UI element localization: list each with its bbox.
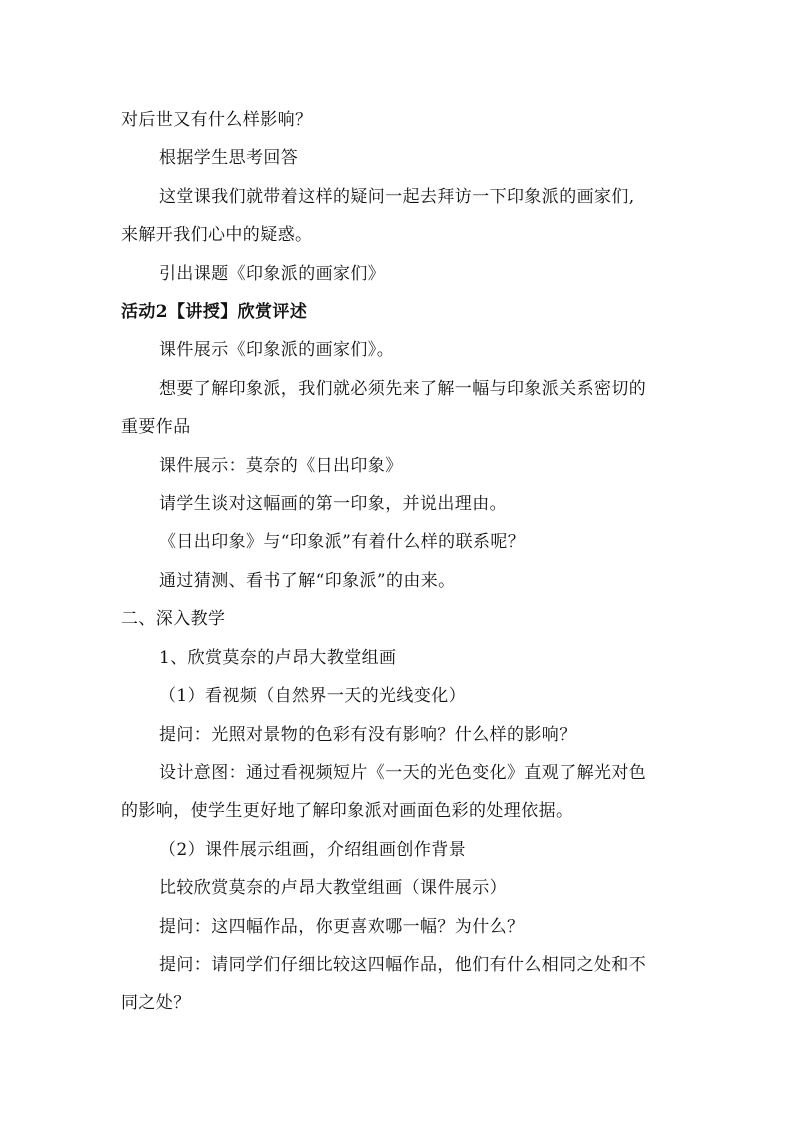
lesson-plan-body [121,101,681,1023]
text-line-19: 的影响，使学生更好地了解印象派对画面色彩的处理依据。 [121,801,574,822]
text-line-11: 请学生谈对这幅画的第一印象，并说出理由。 [159,494,507,515]
activity-heading: 活动2【讲授】欣赏评述 [121,302,308,323]
text-line-18: 设计意图：通过看视频短片《一天的光色变化》直观了解光对色 [159,762,647,783]
text-line-13: 通过猜测、看书了解“印象派”的由来。 [159,570,456,591]
text-line-15: 1、欣赏莫奈的卢昂大教堂组画 [159,647,397,668]
text-line-23: 提问：请同学们仔细比较这四幅作品，他们有什么相同之处和不 [159,954,647,975]
text-line-5: 引出课题《印象派的画家们》 [159,263,386,284]
section-heading: 二、深入教学 [121,609,226,630]
text-line-8: 想要了解印象派，我们就必须先来了解一幅与印象派关系密切的 [159,378,647,399]
text-line-7: 课件展示《印象派的画家们》。 [159,340,395,361]
text-line-24: 同之处？ [121,993,191,1014]
text-line-16: （1）看视频（自然界一天的光线变化） [159,686,467,707]
text-line-10: 课件展示：莫奈的《日出印象》 [159,455,403,476]
text-line-22: 提问：这四幅作品，你更喜欢哪一幅？为什么？ [159,916,525,937]
text-line-1: 对后世又有什么样影响？ [121,110,313,130]
text-line-12: 《日出印象》与“印象派”有着什么样的联系呢？ [159,532,526,553]
text-line-2: 根据学生思考回答 [159,148,299,169]
text-line-17: 提问：光照对景物的色彩有没有影响？什么样的影响？ [159,724,577,745]
text-line-21: 比较欣赏莫奈的卢昂大教堂组画（课件展示） [159,878,507,899]
text-line-3: 这堂课我们就带着这样的疑问一起去拜访一下印象派的画家们, [159,186,635,207]
text-line-4: 来解开我们心中的疑惑。 [121,225,313,246]
text-line-9: 重要作品 [121,417,191,438]
text-line-20: （2）课件展示组画，介绍组画创作背景 [159,839,467,860]
